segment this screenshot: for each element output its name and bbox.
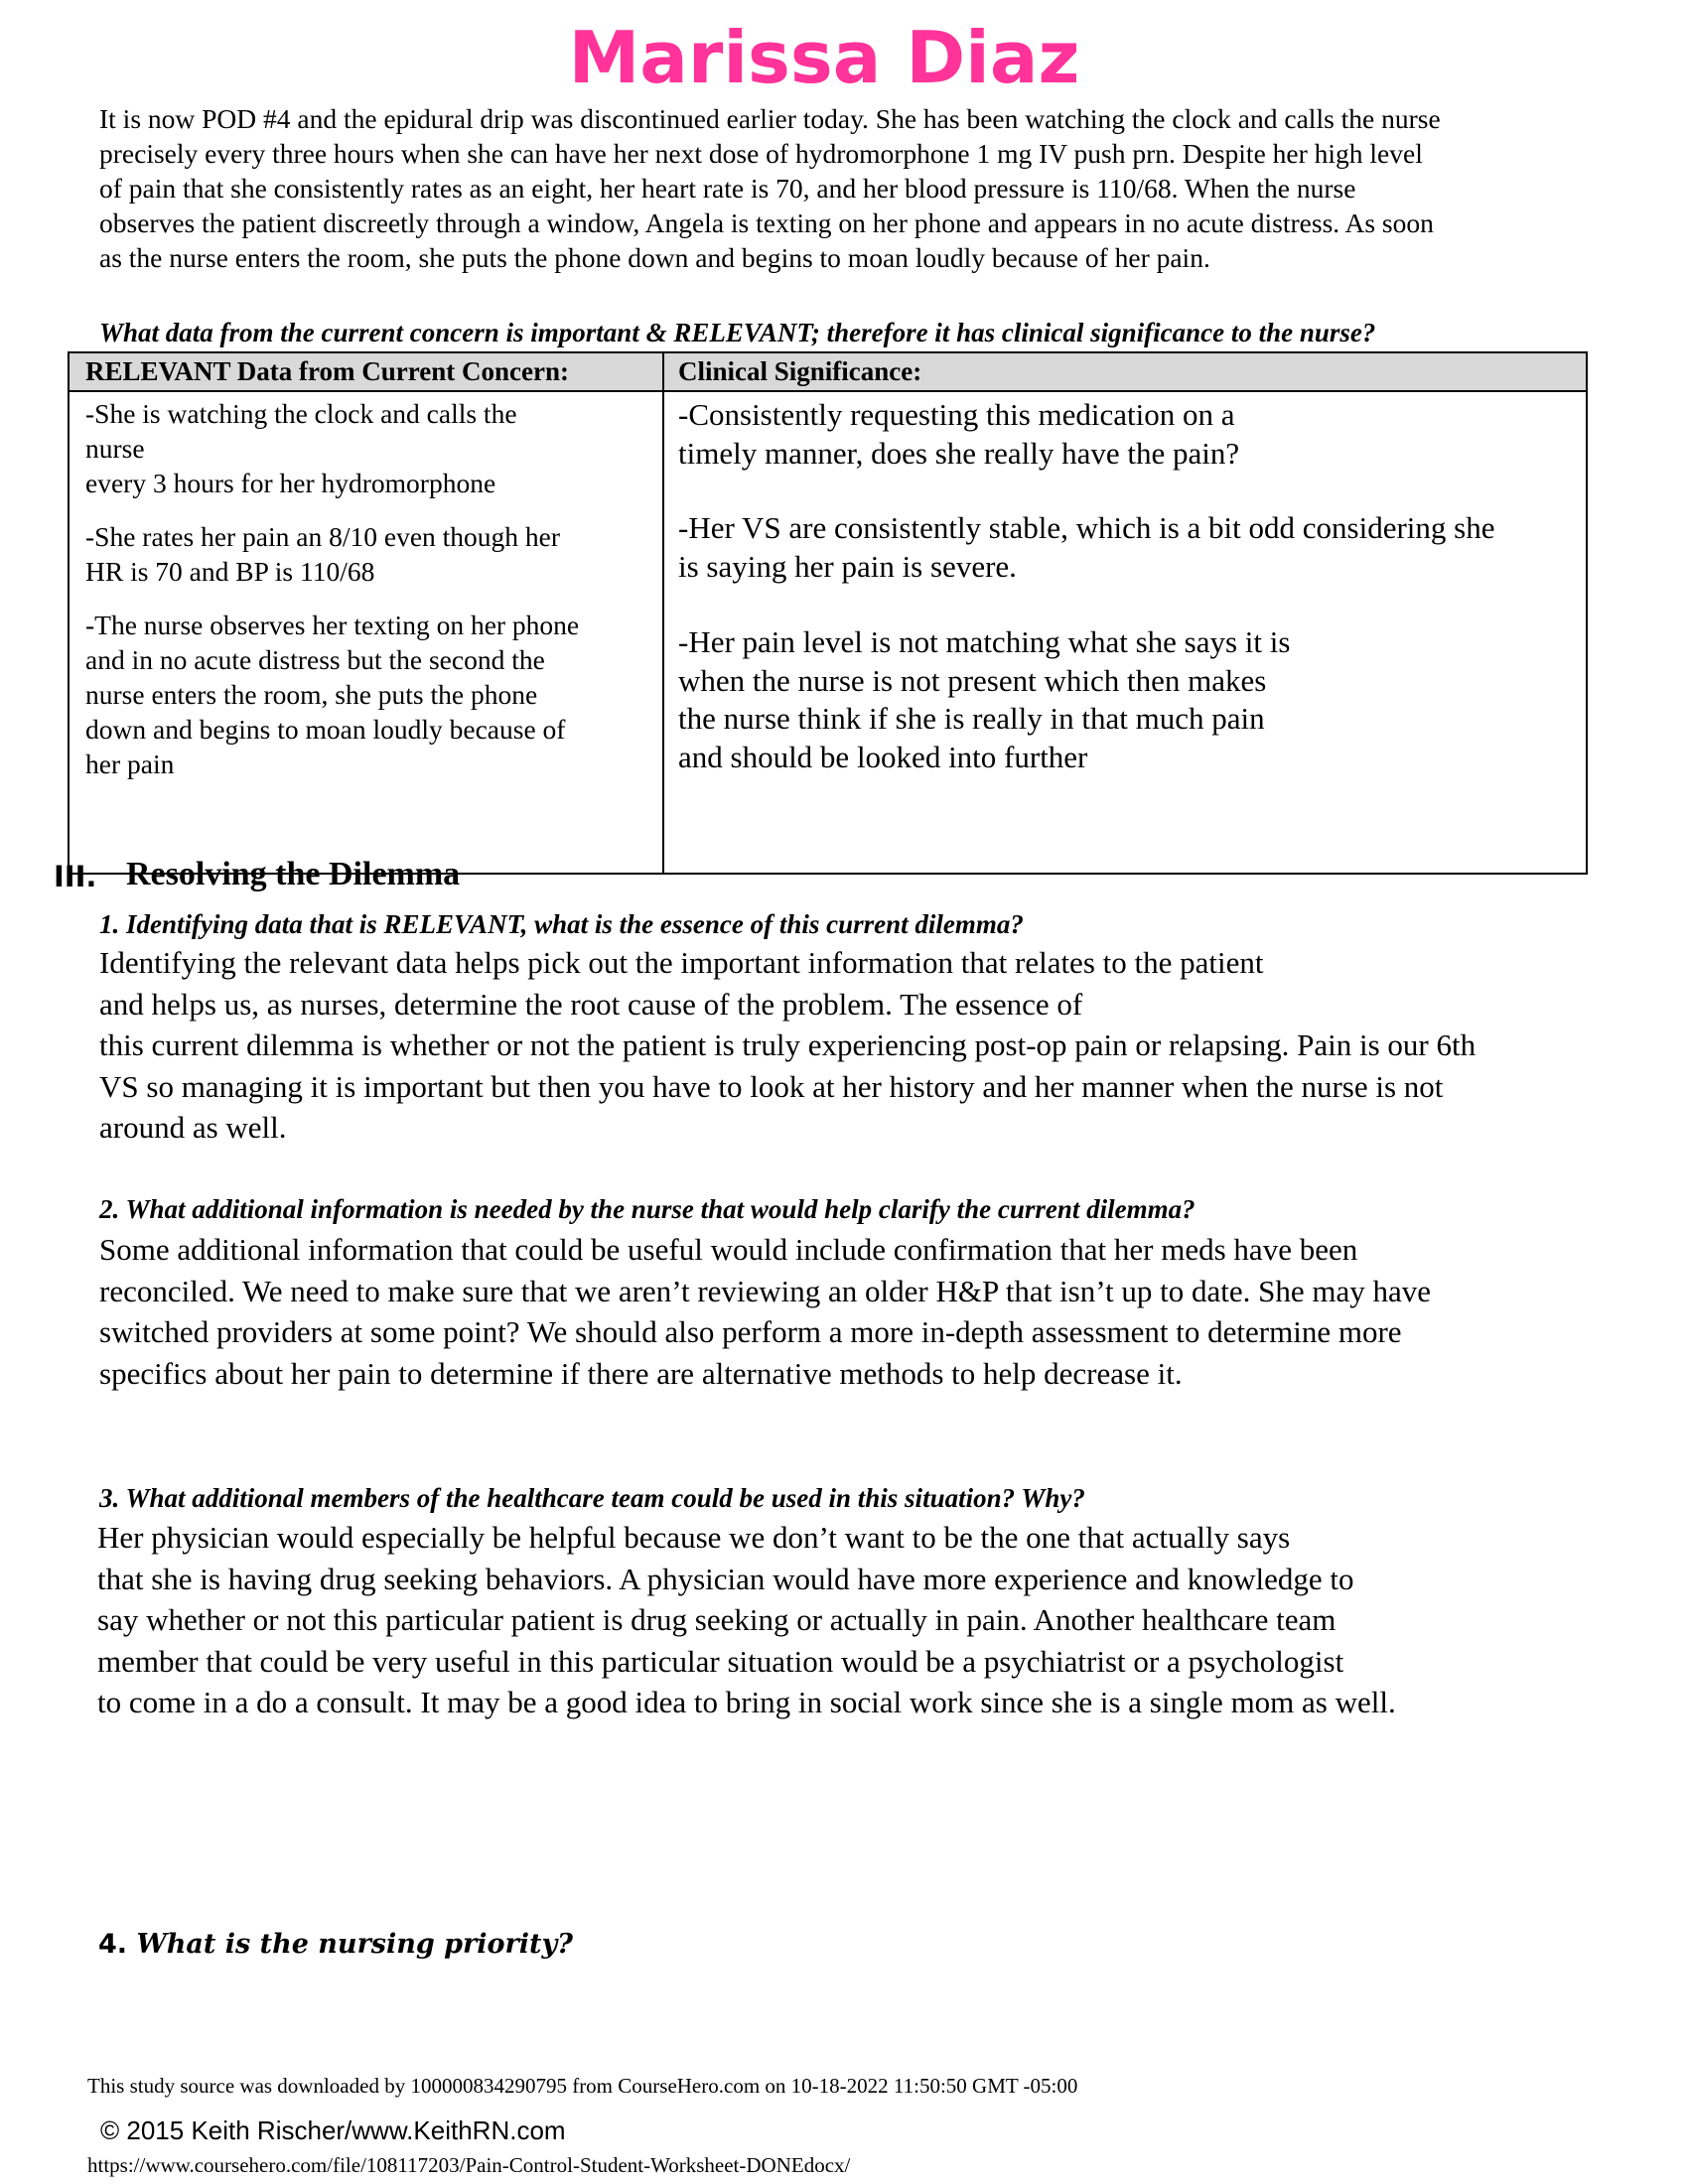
answer-line: around as well. <box>99 1110 287 1146</box>
question-2-answer <box>99 1229 1431 1394</box>
relevant-data-line: and in no acute distress but the second the <box>85 644 545 675</box>
answer-line: specifics about her pain to determine if there are alternative methods to help decrease it. <box>99 1355 1183 1391</box>
relevant-data-line: nurse enters the room, she puts the phone <box>85 679 538 710</box>
column-header-clinical-significance: Clinical Significance: <box>663 352 1587 391</box>
source-url[interactable]: https://www.coursehero.com/file/108117203/Pain-Control-Student-Worksheet-DONEdocx/ <box>87 2153 851 2177</box>
relevant-data-line: every 3 hours for her hydromorphone <box>85 468 496 498</box>
relevant-data-line: -She rates her pain an 8/10 even though her <box>85 521 561 552</box>
answer-line: member that could be very useful in this particular situation would be a psychiatrist or a psychologist <box>97 1643 1344 1679</box>
relevant-data-line: HR is 70 and BP is 110/68 <box>85 556 375 587</box>
question-1-label: 1. Identifying data that is RELEVANT, what is the essence of this current dilemma? <box>99 909 1024 939</box>
relevant-data-line: nurse <box>85 433 145 464</box>
question-4-label <box>98 1928 573 1962</box>
table-header-row <box>69 352 1587 391</box>
question-1-answer <box>99 942 1476 1149</box>
case-intro-paragraph <box>99 101 1441 275</box>
answer-line: VS so managing it is important but then you have to look at her history and her manner when the nurse is not <box>99 1068 1444 1104</box>
answer-line: to come in a do a consult. It may be a good idea to bring in social work since she is a single mom as well. <box>97 1685 1396 1720</box>
question-3-label: 3. What additional members of the healthcare team could be used in this situation? Why? <box>99 1483 1085 1513</box>
intro-line: of pain that she consistently rates as an eight, her heart rate is 70, and her blood pressure is 110/68. When the nurse <box>99 173 1356 204</box>
answer-line: say whether or not this particular patient is drug seeking or actually in pain. Another healthcare team <box>97 1602 1336 1638</box>
relevant-data-question: What data from the current concern is important & RELEVANT; therefore it has clinical significance to the nurse? <box>99 318 1376 347</box>
clinical-significance-line: when the nurse is not present which then makes <box>678 662 1267 698</box>
intro-line: precisely every three hours when she can have her next dose of hydromorphone 1 mg IV push prn. Despite her high level <box>99 138 1423 169</box>
clinical-significance-line: -Her VS are consistently stable, which is a bit odd considering she <box>678 510 1495 545</box>
relevant-data-line: down and begins to moan loudly because of <box>85 714 566 745</box>
section-title: Resolving the Dilemma <box>126 856 461 892</box>
answer-line: and helps us, as nurses, determine the root cause of the problem. The essence of <box>99 986 1083 1022</box>
answer-line: switched providers at some point? We should also perform a more in-depth assessment to determine more <box>99 1314 1402 1350</box>
copyright-notice: © 2015 Keith Rischer/www.KeithRN.com <box>100 2116 566 2145</box>
question-2-label: 2. What additional information is needed by the nurse that would help clarify the current dilemma? <box>99 1194 1196 1224</box>
answer-line: Some additional information that could be useful would include confirmation that her meds have been <box>99 1232 1358 1267</box>
answer-line: that she is having drug seeking behaviors. A physician would have more experience and knowledge to <box>97 1561 1354 1596</box>
clinical-significance-line: -Consistently requesting this medication on a <box>678 397 1235 432</box>
clinical-significance-line: the nurse think if she is really in that much pain <box>678 701 1265 736</box>
answer-line: reconciled. We need to make sure that we aren’t reviewing an older H&P that isn’t up to date. She may have <box>99 1273 1431 1308</box>
question-4-number: 4. <box>98 1929 128 1960</box>
download-notice: This study source was downloaded by 100000834290795 from CourseHero.com on 10-18-2022 11:50:50 GMT -05:00 <box>87 2074 1078 2098</box>
clinical-significance-line: -Her pain level is not matching what she says it is <box>678 624 1291 659</box>
relevant-data-line: -The nurse observes her texting on her phone <box>85 610 580 640</box>
answer-line: this current dilemma is whether or not the patient is truly experiencing post-op pain or relapsing. Pain is our 6th <box>99 1027 1477 1063</box>
clinical-significance-cell <box>663 391 1587 874</box>
intro-line: as the nurse enters the room, she puts the phone down and begins to moan loudly because of her pain. <box>99 242 1210 273</box>
intro-line: It is now POD #4 and the epidural drip was discontinued earlier today. She has been watching the clock and calls the nurse <box>99 103 1441 134</box>
student-name-title: Marissa Diaz <box>568 16 1080 99</box>
intro-line: observes the patient discreetly through a window, Angela is texting on her phone and appears in no acute distress. As soon <box>99 207 1434 238</box>
relevant-data-line: -She is watching the clock and calls the <box>85 398 517 429</box>
relevant-data-cell <box>69 391 663 874</box>
relevant-data-table <box>68 351 1588 875</box>
table-row <box>69 391 1587 874</box>
answer-line: Her physician would especially be helpful because we don’t want to be the one that actually says <box>97 1520 1291 1555</box>
clinical-significance-line: is saying her pain is severe. <box>678 548 1017 584</box>
clinical-significance-line: and should be looked into further <box>678 739 1088 774</box>
clinical-significance-line: timely manner, does she really have the pain? <box>678 435 1240 471</box>
question-4-text: What is the nursing priority? <box>127 1929 573 1960</box>
column-header-relevant-data: RELEVANT Data from Current Concern: <box>69 352 663 391</box>
section-number: III. <box>54 860 97 893</box>
answer-line: Identifying the relevant data helps pick out the important information that relates to the patient <box>99 945 1264 980</box>
question-3-answer <box>97 1517 1396 1723</box>
relevant-data-line: her pain <box>85 749 175 779</box>
